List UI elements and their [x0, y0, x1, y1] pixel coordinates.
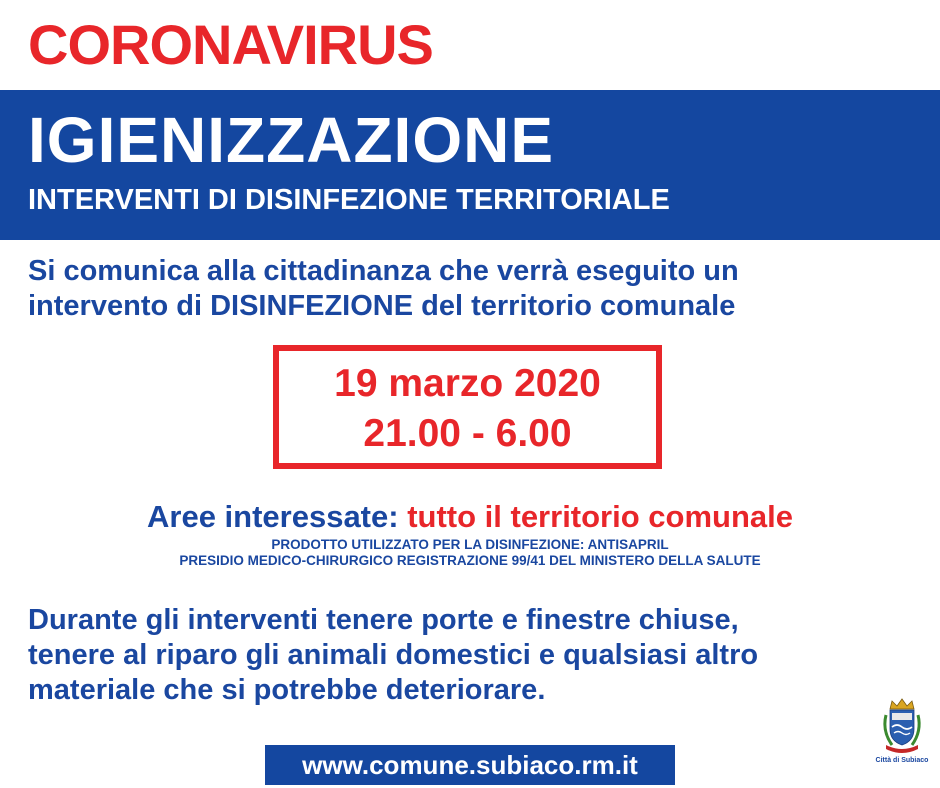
schedule-date: 19 marzo 2020 — [334, 362, 601, 405]
intro-line-2: intervento di DISINFEZIONE del territorio comunale — [28, 290, 736, 322]
intro-line-1: Si comunica alla cittadinanza che verrà eseguito un — [28, 255, 739, 287]
product-line-2: PRESIDIO MEDICO-CHIRURGICO REGISTRAZIONE 99/41 DEL MINISTERO DELLA SALUTE — [179, 553, 761, 568]
notice-line-2: tenere al riparo gli animali domestici e qualsiasi altro — [28, 639, 759, 671]
areas-value: tutto il territorio comunale — [407, 499, 793, 534]
headline: CORONAVIRUS — [28, 13, 433, 76]
website-link[interactable]: www.comune.subiaco.rm.it — [302, 749, 638, 780]
city-label: Città di Subiaco — [875, 757, 929, 764]
banner-title: IGIENIZZAZIONE — [28, 104, 554, 176]
schedule-time: 21.00 - 6.00 — [363, 412, 572, 455]
intro-text — [28, 254, 928, 324]
areas-line — [0, 497, 940, 537]
areas-label: Aree interessate: — [147, 499, 399, 534]
notice-line-1: Durante gli interventi tenere porte e finestre chiuse, — [28, 604, 739, 636]
product-line-1: PRODOTTO UTILIZZATO PER LA DISINFEZIONE: ANTISAPRIL — [271, 537, 669, 552]
banner-subtitle: INTERVENTI DI DISINFEZIONE TERRITORIALE — [28, 184, 670, 216]
notice-text — [28, 603, 908, 708]
schedule-box — [273, 345, 662, 469]
website-banner — [265, 745, 675, 785]
notice-line-3: materiale che si potrebbe deteriorare. — [28, 674, 546, 706]
product-info — [0, 537, 940, 569]
coat-of-arms-icon — [880, 697, 924, 755]
